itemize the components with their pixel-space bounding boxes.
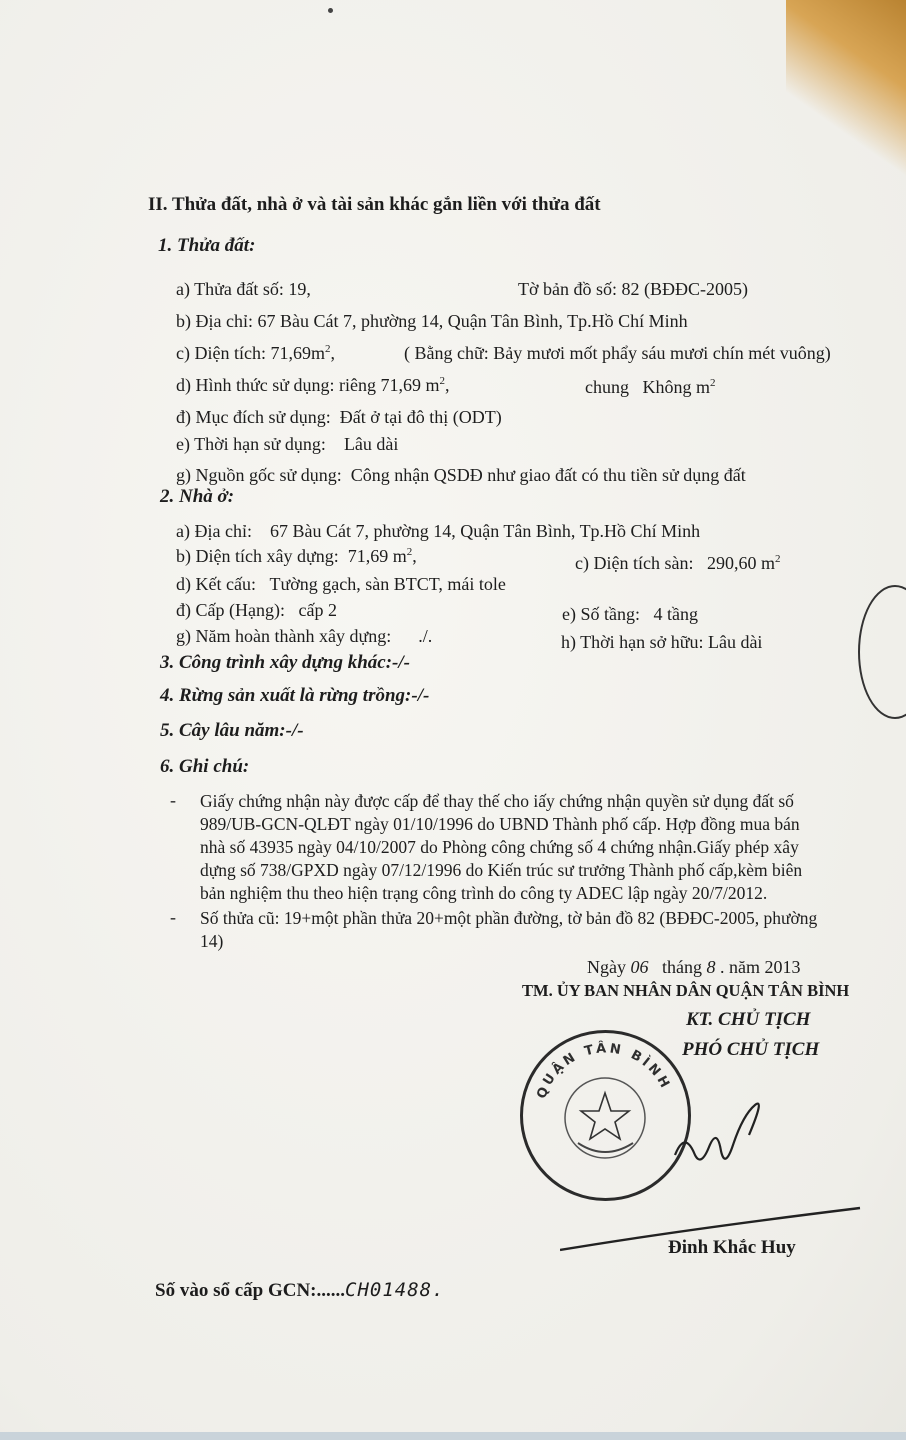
house-build-area: b) Diện tích xây dựng: 71,69 $m^2$, — [176, 546, 417, 566]
usage-term: e) Thời hạn sử dụng: Lâu dài — [176, 434, 399, 454]
handwritten-signature — [560, 1080, 880, 1260]
house-structure: d) Kết cấu: Tường gạch, sàn BTCT, mái tole — [176, 574, 506, 594]
folded-corner — [786, 0, 906, 210]
section-title: II. Thửa đất, nhà ở và tài sản khác gắn liền với thửa đất — [148, 194, 601, 215]
signer-role-2: PHÓ CHỦ TỊCH — [682, 1039, 820, 1060]
house-floors: e) Số tầng: 4 tầng — [562, 604, 698, 624]
ink-speck — [328, 8, 333, 13]
note-2-line: 14) — [200, 931, 224, 951]
usage-origin: g) Nguồn gốc sử dụng: Công nhận QSDĐ như giao đất có thu tiền sử dụng đất — [176, 465, 746, 485]
land-area-words: ( Bằng chữ: Bảy mươi mốt phẩy sáu mươi chín mét vuông) — [404, 343, 831, 363]
map-sheet: Tờ bản đồ số: 82 (BĐĐC-2005) — [518, 279, 749, 299]
house-grade: đ) Cấp (Hạng): cấp 2 — [176, 600, 337, 620]
signer-role-1: KT. CHỦ TỊCH — [686, 1009, 811, 1030]
register-number: Số vào sổ cấp GCN:......CH01488. — [155, 1279, 445, 1301]
bottom-band — [0, 1432, 906, 1440]
note-2-line: Số thửa cũ: 19+một phần thửa 20+một phần đường, tờ bản đồ 82 (BĐĐC-2005, phường — [200, 908, 818, 928]
usage-form: d) Hình thức sử dụng: riêng 71,69 $m^2$, — [176, 375, 450, 395]
note-2 — [200, 907, 817, 953]
house-floor-area: c) Diện tích sàn: 290,60 $m^2$ — [575, 553, 781, 573]
note-1 — [200, 790, 802, 905]
land-heading: 1. Thửa đất: — [158, 235, 256, 256]
usage-purpose: đ) Mục đích sử dụng: Đất ở tại đô thị (ODT) — [176, 407, 502, 427]
production-forest: 4. Rừng sản xuất là rừng trồng:-/- — [160, 685, 430, 706]
usage-shared: chung Không $m^2$ — [585, 377, 716, 397]
house-ownership: h) Thời hạn sở hữu: Lâu dài — [561, 632, 763, 652]
note-1-line: nhà số 43935 ngày 04/10/2007 do Phòng công chứng số 4 chứng nhận.Giấy phép xây — [200, 837, 799, 857]
notes-heading: 6. Ghi chú: — [160, 756, 250, 777]
perennial-trees: 5. Cây lâu năm:-/- — [160, 720, 304, 741]
note-1-line: bản nghiệm thu theo hiện trạng công trình do công ty ADEC lập ngày 20/7/2012. — [200, 883, 768, 903]
note-1-line: dựng số 738/GPXD ngày 07/12/1996 do Kiến trúc sư trưởng Thành phố cấp,kèm biên — [200, 860, 803, 880]
issuing-authority: TM. ỦY BAN NHÂN DÂN QUẬN TÂN BÌNH — [522, 981, 850, 1000]
house-completion: g) Năm hoàn thành xây dựng: ./. — [176, 626, 433, 646]
land-area: c) Diện tích: $71,69m^2$, — [176, 343, 335, 363]
note-1-line: Giấy chứng nhận này được cấp để thay thế cho iấy chứng nhận quyền sử dụng đất số — [200, 791, 794, 811]
parcel-number: a) Thửa đất số: 19, — [176, 279, 311, 299]
other-works: 3. Công trình xây dựng khác:-/- — [160, 652, 410, 673]
note-1-line: 989/UB-GCN-QLĐT ngày 01/10/1996 do UBND Thành phố cấp. Hợp đồng mua bán — [200, 814, 800, 834]
house-address: a) Địa chỉ: 67 Bàu Cát 7, phường 14, Quận Tân Bình, Tp.Hồ Chí Minh — [176, 521, 701, 541]
issue-date: Ngày 06 tháng 8 . năm 2013 — [587, 957, 801, 977]
note-bullet-2: - — [170, 907, 176, 927]
house-heading: 2. Nhà ở: — [160, 486, 235, 507]
note-bullet-1: - — [170, 790, 176, 810]
signer-name: Đinh Khắc Huy — [668, 1237, 796, 1258]
seal-text: QUẬN TÂN BÌNH — [534, 1041, 674, 1101]
side-stamp — [858, 585, 906, 719]
land-address: b) Địa chỉ: 67 Bàu Cát 7, phường 14, Quận Tân Bình, Tp.Hồ Chí Minh — [176, 311, 688, 331]
